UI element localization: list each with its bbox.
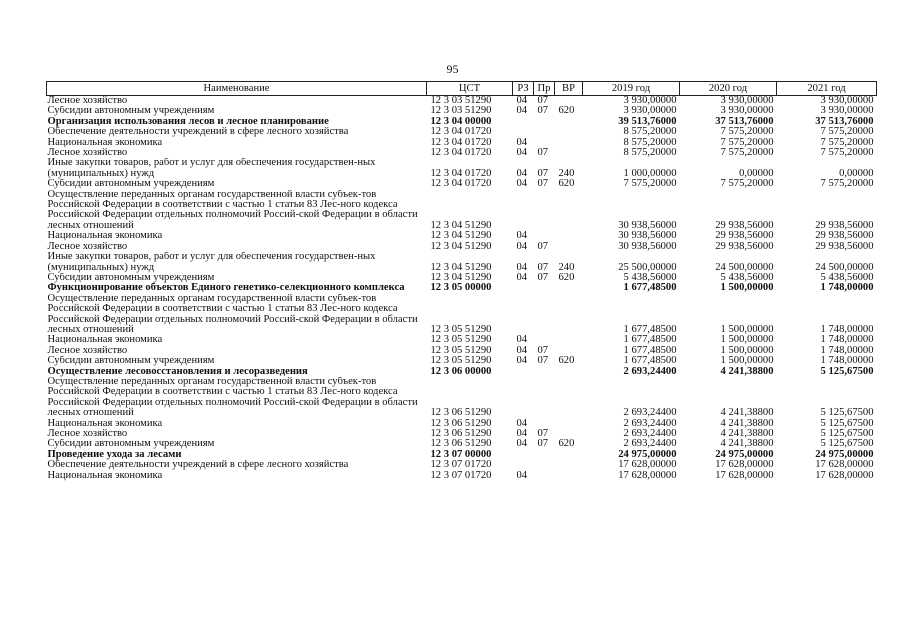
row-value-2019: 1 677,48500 (623, 323, 677, 335)
row-vr (555, 471, 583, 481)
row-cst: 12 3 05 51290 (430, 356, 492, 367)
row-name: Иные закупки товаров, работ и услуг для обеспечения государствен-ных (муниципальных) нужд (47, 252, 376, 273)
row-cst: 12 3 03 51290 (430, 106, 492, 117)
row-value-2020: 1 500,00000 (720, 323, 774, 335)
table-row (47, 273, 877, 283)
row-cst: 12 3 04 00000 (430, 116, 492, 127)
row-cst: 12 3 04 01720 (430, 179, 492, 190)
table-row (47, 439, 877, 449)
table-row (47, 231, 877, 241)
table-row (47, 96, 877, 107)
row-value-2019: 7 575,20000 (623, 179, 677, 190)
column-header-2021: 2021 год (777, 82, 877, 96)
row-cst: 12 3 05 51290 (430, 335, 492, 346)
row-pr (534, 471, 555, 481)
table-row (47, 252, 877, 273)
row-vr (555, 294, 583, 336)
row-rz (513, 283, 534, 293)
row-pr: 07 (537, 167, 549, 179)
row-value-2020: 5 438,56000 (720, 272, 774, 283)
row-pr (534, 138, 555, 148)
row-value-2020: 0,00000 (739, 167, 774, 179)
row-vr (555, 450, 583, 460)
row-cst: 12 3 06 51290 (430, 407, 492, 419)
row-name: Иные закупки товаров, работ и услуг для обеспечения государствен-ных (муниципальных) нужд (47, 158, 376, 179)
row-name: Национальная экономика (47, 231, 163, 242)
row-vr (555, 190, 583, 232)
table-row (47, 367, 877, 377)
row-pr: 07 (537, 148, 549, 159)
row-pr (534, 294, 555, 336)
row-pr (534, 190, 555, 232)
row-name: Организация использования лесов и лесное планирование (47, 116, 329, 127)
row-vr (555, 127, 583, 137)
row-value-2019: 1 000,00000 (623, 167, 677, 179)
row-vr (555, 419, 583, 429)
row-value-2020: 7 575,20000 (720, 179, 774, 190)
row-name: Субсидии автономным учреждениям (47, 439, 215, 450)
table-row (47, 377, 877, 419)
row-value-2020: 1 500,00000 (720, 335, 774, 346)
table-row (47, 117, 877, 127)
row-rz: 04 (516, 261, 528, 273)
row-vr: 240 (558, 261, 575, 273)
row-cst: 12 3 07 01720 (430, 460, 492, 471)
row-cst: 12 3 05 51290 (430, 323, 492, 335)
row-vr: 240 (558, 167, 575, 179)
table-row (47, 346, 877, 356)
row-value-2020: 1 500,00000 (720, 345, 774, 356)
row-value-2021: 17 628,00000 (815, 460, 874, 471)
row-cst: 12 3 04 51290 (430, 231, 492, 242)
row-name: Обеспечение деятельности учреждений в сфере лесного хозяйства (47, 127, 349, 138)
row-rz (513, 294, 534, 336)
row-value-2019: 2 693,24400 (623, 407, 677, 419)
row-value-2021: 29 938,56000 (815, 231, 874, 242)
row-value-2019: 24 975,00000 (618, 449, 677, 460)
row-value-2020: 4 241,38800 (720, 439, 774, 450)
row-value-2020: 1 500,00000 (720, 356, 774, 367)
row-value-2020: 29 938,56000 (715, 241, 774, 252)
row-cst: 12 3 04 51290 (430, 219, 492, 231)
row-value-2021: 29 938,56000 (815, 241, 874, 252)
row-value-2021: 0,00000 (839, 167, 874, 179)
row-name: Лесное хозяйство (47, 95, 128, 106)
row-value-2019: 30 938,56000 (618, 231, 677, 242)
row-rz: 04 (516, 148, 528, 159)
row-value-2020: 24 500,00000 (715, 261, 774, 273)
row-pr (534, 117, 555, 127)
table-row (47, 471, 877, 481)
row-name: Проведение ухода за лесами (47, 449, 182, 460)
row-rz (513, 127, 534, 137)
row-value-2021: 24 975,00000 (815, 449, 874, 460)
row-rz: 04 (516, 345, 528, 356)
row-cst: 12 3 04 01720 (430, 148, 492, 159)
row-name: Осуществление переданных органам государственной власти субъек-тов Российской Федерации в соответствии с частью 1 статьи 83 Лес-ного кодекса Российской Федерации отдельных полномочий Россий-ской Федерации в области лесных отношений (47, 376, 418, 419)
row-pr (534, 367, 555, 377)
row-cst: 12 3 04 01720 (430, 127, 492, 138)
row-vr (555, 377, 583, 419)
table-row (47, 335, 877, 345)
row-value-2021: 17 628,00000 (815, 470, 874, 481)
row-value-2020: 37 513,76000 (715, 116, 774, 127)
row-value-2021: 7 575,20000 (820, 127, 874, 138)
row-value-2020: 29 938,56000 (715, 219, 774, 231)
row-vr (555, 148, 583, 158)
row-vr (555, 367, 583, 377)
row-name: Функционирование объектов Единого генетико-селекционного комплекса (47, 283, 405, 294)
row-pr: 07 (537, 429, 549, 439)
row-cst: 12 3 04 01720 (430, 167, 492, 179)
row-value-2021: 5 125,67500 (820, 439, 874, 450)
row-rz (513, 190, 534, 232)
row-rz: 04 (516, 272, 528, 283)
row-rz: 04 (516, 95, 528, 106)
row-value-2021: 5 125,67500 (820, 366, 874, 377)
row-vr (555, 96, 583, 107)
row-rz: 04 (516, 106, 528, 117)
row-name: Национальная экономика (47, 470, 163, 481)
page-number: 95 (446, 62, 459, 76)
row-vr (555, 138, 583, 148)
table-row (47, 127, 877, 137)
table-row (47, 419, 877, 429)
row-value-2020: 7 575,20000 (720, 127, 774, 138)
row-value-2021: 37 513,76000 (815, 116, 874, 127)
table-row (47, 294, 877, 336)
row-pr: 07 (537, 241, 549, 252)
row-value-2019: 8 575,20000 (623, 148, 677, 159)
row-value-2019: 39 513,76000 (618, 116, 677, 127)
row-value-2019: 8 575,20000 (623, 137, 677, 148)
row-cst: 12 3 04 51290 (430, 241, 492, 252)
row-value-2019: 17 628,00000 (618, 460, 677, 471)
row-name: Лесное хозяйство (47, 429, 128, 439)
row-pr (534, 335, 555, 345)
row-pr: 07 (537, 261, 549, 273)
table-row (47, 158, 877, 179)
row-value-2020: 17 628,00000 (715, 470, 774, 481)
row-value-2021: 5 125,67500 (820, 407, 874, 419)
row-rz (513, 450, 534, 460)
row-cst: 12 3 05 00000 (430, 283, 492, 294)
row-value-2019: 17 628,00000 (618, 470, 677, 481)
row-value-2020: 4 241,38800 (720, 366, 774, 377)
row-cst: 12 3 06 00000 (430, 366, 492, 377)
column-header-vr: ВР (555, 82, 583, 96)
row-value-2019: 8 575,20000 (623, 127, 677, 138)
row-rz: 04 (516, 179, 528, 190)
column-header-cst: ЦСТ (427, 82, 513, 96)
table-row (47, 242, 877, 252)
row-value-2021: 1 748,00000 (820, 345, 874, 356)
row-name: Осуществление переданных органам государственной власти субъек-тов Российской Федерации в соответствии с частью 1 статьи 83 Лес-ного кодекса Российской Федерации отдельных полномочий Россий-ской Федерации в области лесных отношений (47, 293, 418, 335)
column-header-2020: 2020 год (680, 82, 777, 96)
row-vr (555, 117, 583, 127)
row-vr (555, 429, 583, 439)
table-row (47, 429, 877, 439)
row-value-2019: 2 693,24400 (623, 439, 677, 450)
row-value-2019: 3 930,00000 (623, 95, 677, 106)
column-header-name: Наименование (47, 82, 427, 96)
row-cst: 12 3 04 01720 (430, 137, 492, 148)
row-cst: 12 3 04 51290 (430, 261, 492, 273)
table-row (47, 460, 877, 470)
row-vr (555, 231, 583, 241)
row-value-2021: 5 125,67500 (820, 418, 874, 429)
row-vr: 620 (558, 179, 575, 190)
row-vr: 620 (558, 106, 575, 117)
row-value-2021: 7 575,20000 (820, 179, 874, 190)
row-name: Субсидии автономным учреждениям (47, 356, 215, 367)
row-value-2020: 4 241,38800 (720, 407, 774, 419)
header-row (47, 82, 877, 96)
row-cst: 12 3 04 51290 (430, 272, 492, 283)
row-value-2021: 1 748,00000 (820, 283, 874, 294)
row-pr (534, 283, 555, 293)
row-value-2021: 5 125,67500 (820, 429, 874, 439)
row-cst: 12 3 07 01720 (430, 470, 492, 481)
row-value-2019: 25 500,00000 (618, 261, 677, 273)
row-name: Осуществление переданных органам государственной власти субъек-тов Российской Федерации в соответствии с частью 1 статьи 83 Лес-ного кодекса Российской Федерации отдельных полномочий Россий-ской Федерации в области лесных отношений (47, 189, 418, 231)
row-name: Лесное хозяйство (47, 241, 128, 252)
row-value-2019: 1 677,48500 (623, 283, 677, 294)
row-value-2019: 2 693,24400 (623, 366, 677, 377)
row-value-2020: 4 241,38800 (720, 418, 774, 429)
row-cst: 12 3 05 51290 (430, 345, 492, 356)
row-name: Субсидии автономным учреждениям (47, 106, 215, 117)
row-value-2021: 1 748,00000 (820, 323, 874, 335)
row-value-2019: 30 938,56000 (618, 241, 677, 252)
row-name: Лесное хозяйство (47, 345, 128, 356)
row-rz: 04 (516, 439, 528, 450)
row-value-2019: 1 677,48500 (623, 356, 677, 367)
table-body (47, 96, 877, 482)
column-header-rz: РЗ (513, 82, 534, 96)
row-value-2020: 3 930,00000 (720, 106, 774, 117)
row-value-2019: 1 677,48500 (623, 335, 677, 346)
table-row (47, 179, 877, 189)
row-pr: 07 (537, 345, 549, 356)
budget-table (46, 81, 877, 481)
column-header-2019: 2019 год (583, 82, 680, 96)
row-rz: 04 (516, 167, 528, 179)
row-pr (534, 460, 555, 470)
row-name: Национальная экономика (47, 137, 163, 148)
row-value-2020: 24 975,00000 (715, 449, 774, 460)
row-rz: 04 (516, 418, 528, 429)
row-value-2021: 1 748,00000 (820, 356, 874, 367)
row-value-2020: 3 930,00000 (720, 95, 774, 106)
row-vr (555, 242, 583, 252)
table-row (47, 138, 877, 148)
row-pr: 07 (537, 179, 549, 190)
row-cst: 12 3 06 51290 (430, 418, 492, 429)
row-pr (534, 377, 555, 419)
row-value-2021: 7 575,20000 (820, 137, 874, 148)
row-rz (513, 377, 534, 419)
row-rz: 04 (516, 137, 528, 148)
row-value-2020: 7 575,20000 (720, 148, 774, 159)
row-rz: 04 (516, 356, 528, 367)
row-value-2021: 3 930,00000 (820, 106, 874, 117)
row-vr: 620 (558, 439, 575, 450)
column-header-pr: Пр (534, 82, 555, 96)
row-value-2021: 29 938,56000 (815, 219, 874, 231)
row-value-2020: 1 500,00000 (720, 283, 774, 294)
table-row (47, 148, 877, 158)
row-value-2021: 3 930,00000 (820, 95, 874, 106)
row-pr: 07 (537, 272, 549, 283)
row-rz (513, 367, 534, 377)
row-name: Осуществление лесовосстановления и лесоразведения (47, 366, 308, 377)
row-rz: 04 (516, 231, 528, 242)
row-value-2019: 2 693,24400 (623, 418, 677, 429)
row-rz (513, 460, 534, 470)
row-vr (555, 460, 583, 470)
row-cst: 12 3 07 00000 (430, 449, 492, 460)
table-row (47, 283, 877, 293)
row-rz: 04 (516, 429, 528, 439)
row-value-2019: 5 438,56000 (623, 272, 677, 283)
row-name: Национальная экономика (47, 418, 163, 429)
row-rz: 04 (516, 335, 528, 346)
table-row (47, 106, 877, 116)
row-pr (534, 231, 555, 241)
row-value-2020: 29 938,56000 (715, 231, 774, 242)
row-name: Лесное хозяйство (47, 148, 128, 159)
row-pr (534, 419, 555, 429)
row-name: Обеспечение деятельности учреждений в сфере лесного хозяйства (47, 460, 349, 471)
row-name: Национальная экономика (47, 335, 163, 346)
row-vr: 620 (558, 272, 575, 283)
row-vr (555, 283, 583, 293)
row-value-2021: 1 748,00000 (820, 335, 874, 346)
row-value-2021: 5 438,56000 (820, 272, 874, 283)
row-value-2021: 24 500,00000 (815, 261, 874, 273)
row-pr: 07 (537, 439, 549, 450)
row-vr: 620 (558, 356, 575, 367)
row-rz (513, 117, 534, 127)
row-value-2019: 2 693,24400 (623, 429, 677, 439)
row-cst: 12 3 06 51290 (430, 439, 492, 450)
row-cst: 12 3 06 51290 (430, 429, 492, 439)
row-name: Субсидии автономным учреждениям (47, 179, 215, 190)
row-value-2020: 7 575,20000 (720, 137, 774, 148)
row-value-2019: 30 938,56000 (618, 219, 677, 231)
row-vr (555, 346, 583, 356)
row-rz: 04 (516, 470, 528, 481)
row-value-2020: 4 241,38800 (720, 429, 774, 439)
table-row (47, 356, 877, 366)
row-value-2019: 3 930,00000 (623, 106, 677, 117)
row-cst: 12 3 03 51290 (430, 95, 492, 106)
row-value-2021: 7 575,20000 (820, 148, 874, 159)
row-rz: 04 (516, 241, 528, 252)
row-pr (534, 450, 555, 460)
row-name: Субсидии автономным учреждениям (47, 272, 215, 283)
row-vr (555, 335, 583, 345)
row-pr: 07 (537, 95, 549, 106)
row-pr: 07 (537, 356, 549, 367)
table-row (47, 450, 877, 460)
table-row (47, 190, 877, 232)
row-pr (534, 127, 555, 137)
row-value-2019: 1 677,48500 (623, 345, 677, 356)
row-value-2020: 17 628,00000 (715, 460, 774, 471)
row-pr: 07 (537, 106, 549, 117)
